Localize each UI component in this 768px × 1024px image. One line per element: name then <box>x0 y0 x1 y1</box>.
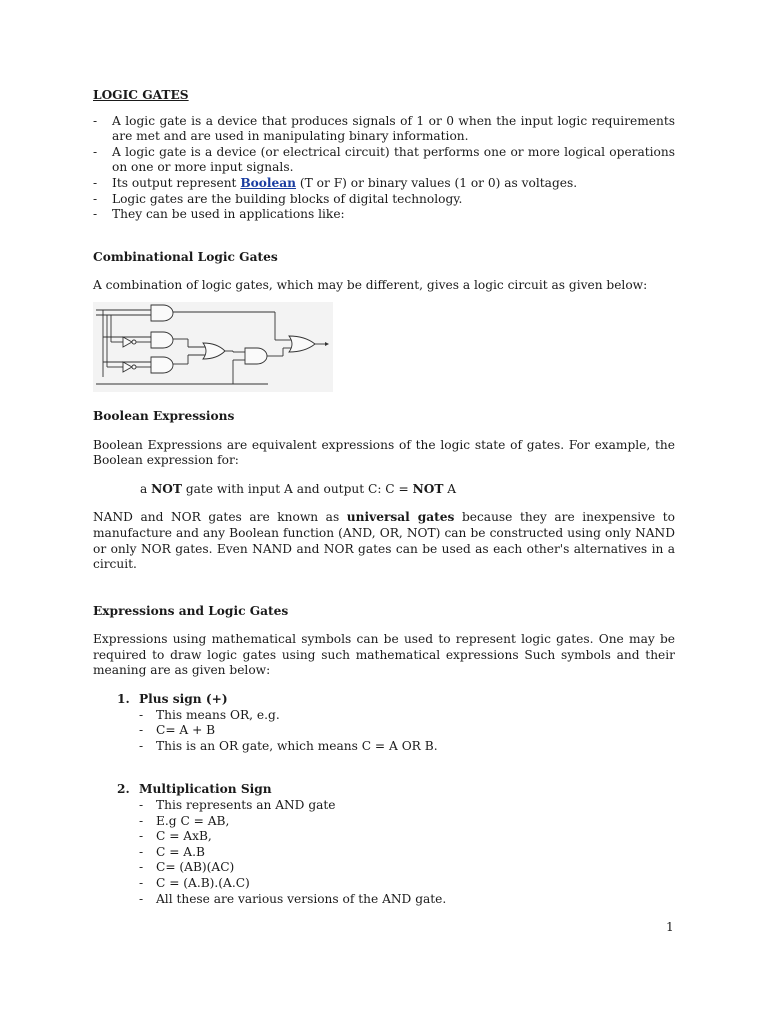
section-heading-expressions: Expressions and Logic Gates <box>93 603 289 618</box>
list-item: - This means OR, e.g. <box>139 708 675 724</box>
sub-list <box>93 708 675 755</box>
intro-list <box>93 114 675 223</box>
example-text: A <box>443 481 457 496</box>
and-gate-icon <box>151 332 173 348</box>
list-item: - C= (AB)(AC) <box>139 860 675 876</box>
list-item-text-rest: (T or F) or binary values (1 or 0) as voltages. <box>296 175 578 190</box>
example-bold: NOT <box>412 481 444 496</box>
list-item: - C = (A.B).(A.C) <box>139 876 675 892</box>
logic-circuit-diagram <box>93 302 333 392</box>
list-item: - They can be used in applications like: <box>93 207 675 223</box>
example-text: a <box>140 481 152 496</box>
section-heading-combinational: Combinational Logic Gates <box>93 249 278 264</box>
not-example <box>93 482 675 498</box>
list-item-text: Its output represent <box>112 175 237 190</box>
list-item: - C = A.B <box>139 845 675 861</box>
and-gate-icon <box>151 305 173 321</box>
list-item: - E.g C = AB, <box>139 814 675 830</box>
universal-gates-text <box>93 510 675 572</box>
list-item: - C= A + B <box>139 723 675 739</box>
numbered-item-label <box>93 782 675 798</box>
list-item: - This represents an AND gate <box>139 798 675 814</box>
universal-text: NAND and NOR gates are known as <box>93 510 347 525</box>
list-item: - A logic gate is a device (or electrical circuit) that performs one or more logical operations on one or more input signals. <box>93 145 675 176</box>
numbered-item-label <box>93 692 675 708</box>
example-bold: NOT <box>151 481 182 496</box>
section-heading-boolean: Boolean Expressions <box>93 408 235 423</box>
universal-bold: universal gates <box>346 510 455 525</box>
not-bubble-icon <box>132 365 136 369</box>
not-bubble-icon <box>132 340 136 344</box>
item-number: 2. <box>117 782 130 797</box>
item-label: Plus sign (+) <box>139 692 228 707</box>
universal-text: because they are inexpensive to manufacture and any Boolean function (AND, OR, NOT) can be constructed using only NAND or only NOR gates. Even NAND and NOR gates can be used as each other's alternatives in a circuit. <box>93 510 676 572</box>
example-text: gate with input A and output C: C = <box>181 481 413 496</box>
page-number: 1 <box>666 920 674 934</box>
sub-list <box>93 798 675 907</box>
item-label: Multiplication Sign <box>139 782 272 797</box>
list-item: - A logic gate is a device that produces signals of 1 or 0 when the input logic requirements are met and are used in manipulating binary information. <box>93 114 675 145</box>
page-title: LOGIC GATES <box>93 88 189 102</box>
item-number: 1. <box>117 692 130 707</box>
list-item: - C = AxB, <box>139 829 675 845</box>
and-gate-icon <box>245 348 267 364</box>
boolean-text: Boolean Expressions are equivalent expressions of the logic state of gates. For example, the Boolean expression for: <box>93 437 675 468</box>
list-item: - Logic gates are the building blocks of digital technology. <box>93 192 675 208</box>
boolean-link[interactable]: Boolean <box>240 175 297 190</box>
combinational-text: A combination of logic gates, which may be different, gives a logic circuit as given below: <box>93 278 648 293</box>
document-page <box>93 88 675 907</box>
list-item: - This is an OR gate, which means C = A OR B. <box>139 739 675 755</box>
numbered-item-1 <box>93 692 675 754</box>
list-item <box>93 176 675 192</box>
and-gate-icon <box>151 357 173 373</box>
numbered-item-2 <box>93 782 675 907</box>
expressions-text: Expressions using mathematical symbols can be used to represent logic gates. One may be required to draw logic gates using such mathematical expressions Such symbols and their meaning are as given below: <box>93 632 675 678</box>
list-item: - All these are various versions of the AND gate. <box>139 892 675 908</box>
